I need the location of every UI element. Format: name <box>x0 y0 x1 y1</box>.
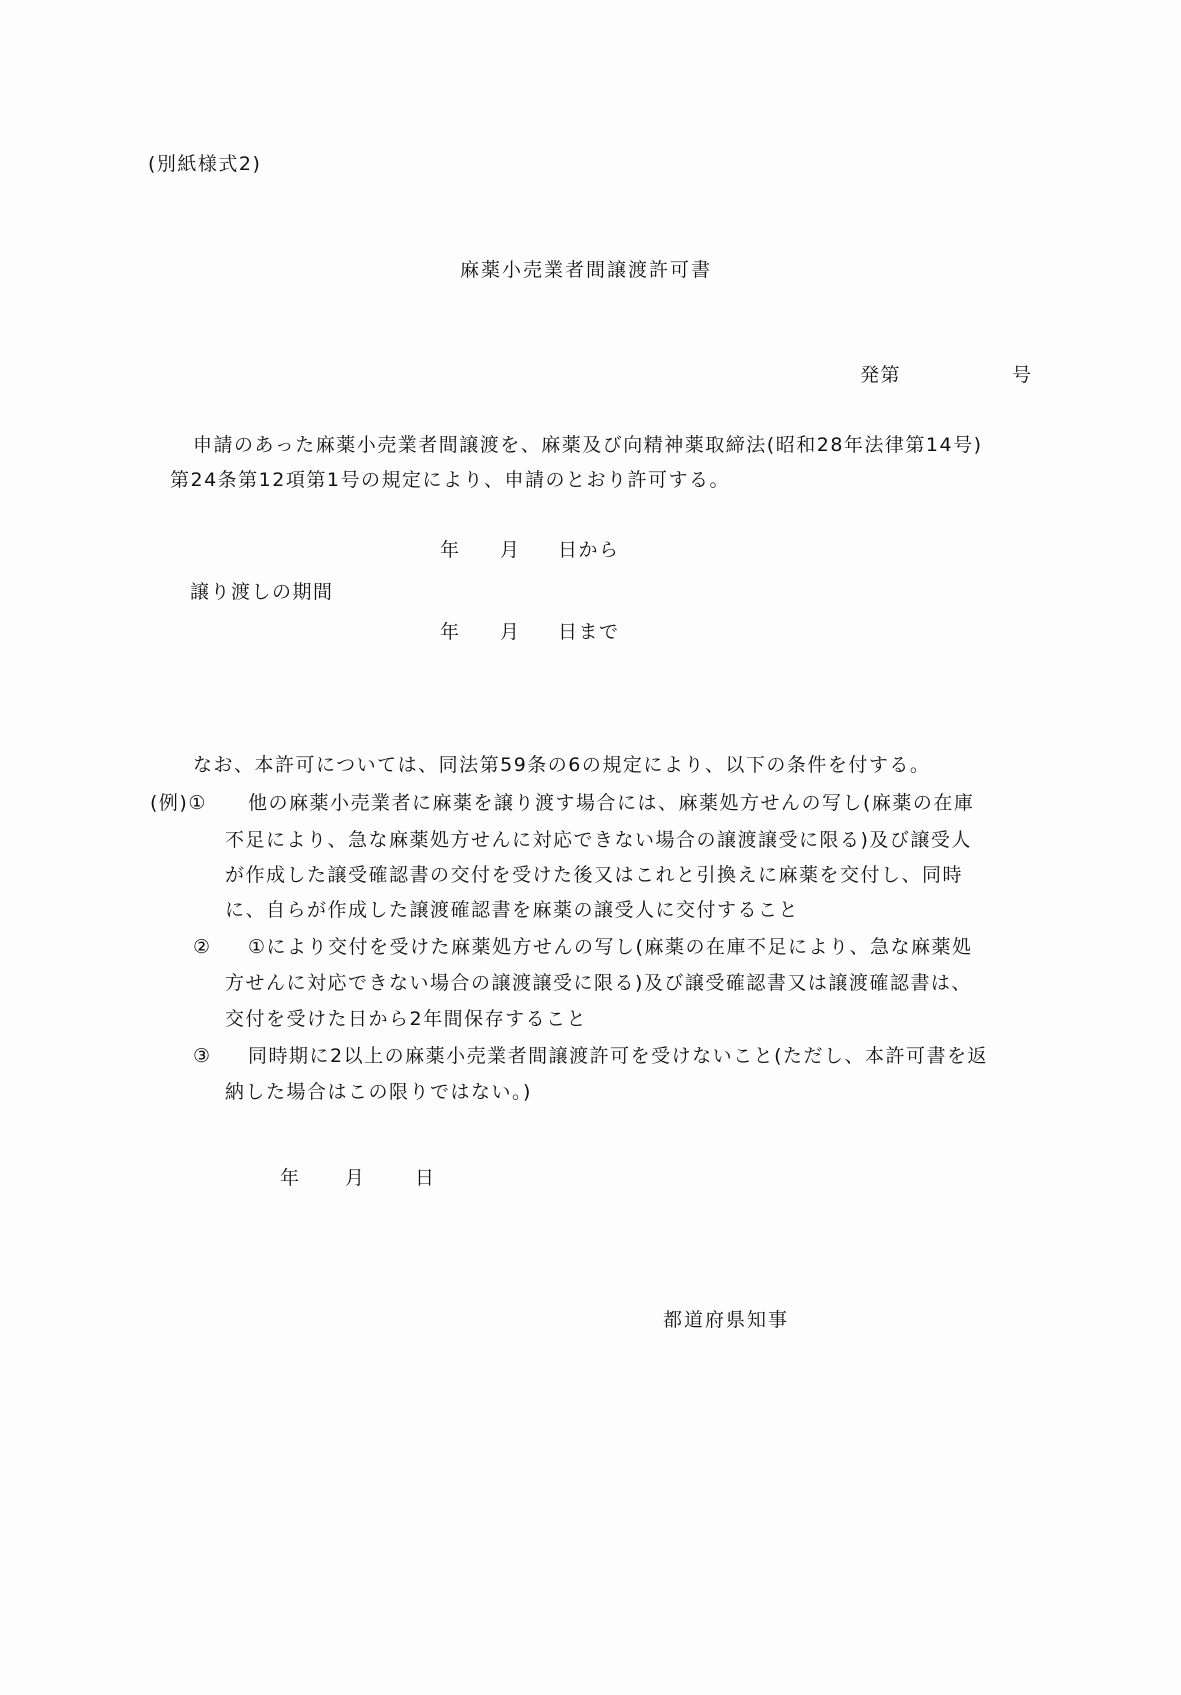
issuer: 都道府県知事 <box>663 1309 790 1331</box>
issue-number-suffix: 号 <box>1012 364 1033 386</box>
body-line-2: 第24条第12項第1号の規定により、申請のとおり許可する。 <box>170 469 730 491</box>
period-to <box>0 620 1181 644</box>
condition-1-line-2: 不足により、急な麻薬処方せんに対応できない場合の譲渡譲受に限る)及び譲受人 <box>225 829 972 851</box>
to-day: 日まで <box>558 621 620 643</box>
document-title: 麻薬小売業者間譲渡許可書 <box>460 259 713 281</box>
period-label: 譲り渡しの期間 <box>190 581 334 603</box>
condition-2-line-3: 交付を受けた日から2年間保存すること <box>225 1008 588 1030</box>
condition-3-marker: ③ <box>193 1045 212 1067</box>
condition-2-marker: ② <box>193 936 212 958</box>
to-month: 月 <box>500 621 521 643</box>
from-year: 年 <box>440 539 461 561</box>
period-from <box>0 538 1181 562</box>
from-day: 日から <box>558 539 620 561</box>
condition-3-line-1: 同時期に2以上の麻薬小売業者間譲渡許可を受けないこと(ただし、本許可書を返 <box>248 1045 989 1067</box>
condition-1-marker: (例)① <box>150 792 207 814</box>
condition-2-line-2: 方せんに対応できない場合の譲渡譲受に限る)及び譲受確認書又は譲渡確認書は、 <box>225 972 972 994</box>
form-id: (別紙様式2) <box>148 153 262 175</box>
condition-1-line-1: 他の麻薬小売業者に麻薬を譲り渡す場合には、麻薬処方せんの写し(麻薬の在庫 <box>248 792 975 814</box>
issue-date <box>0 1166 1181 1190</box>
condition-1-line-4: に、自らが作成した譲渡確認書を麻薬の譲受人に交付すること <box>225 899 800 921</box>
condition-3-line-2: 納した場合はこの限りではない。) <box>225 1081 532 1103</box>
body-line-1: 申請のあった麻薬小売業者間譲渡を、麻薬及び向精神薬取締法(昭和28年法律第14号) <box>193 434 983 456</box>
issue-day: 日 <box>415 1167 436 1189</box>
issue-year: 年 <box>280 1167 301 1189</box>
to-year: 年 <box>440 621 461 643</box>
issue-month: 月 <box>345 1167 366 1189</box>
issue-number-prefix: 発第 <box>860 364 902 386</box>
conditions-intro: なお、本許可については、同法第59条の6の規定により、以下の条件を付する。 <box>193 754 931 776</box>
condition-1-line-3: が作成した譲受確認書の交付を受けた後又はこれと引換えに麻薬を交付し、同時 <box>225 864 964 886</box>
from-month: 月 <box>500 539 521 561</box>
condition-2-line-1: ①により交付を受けた麻薬処方せんの写し(麻薬の在庫不足により、急な麻薬処 <box>248 936 973 958</box>
